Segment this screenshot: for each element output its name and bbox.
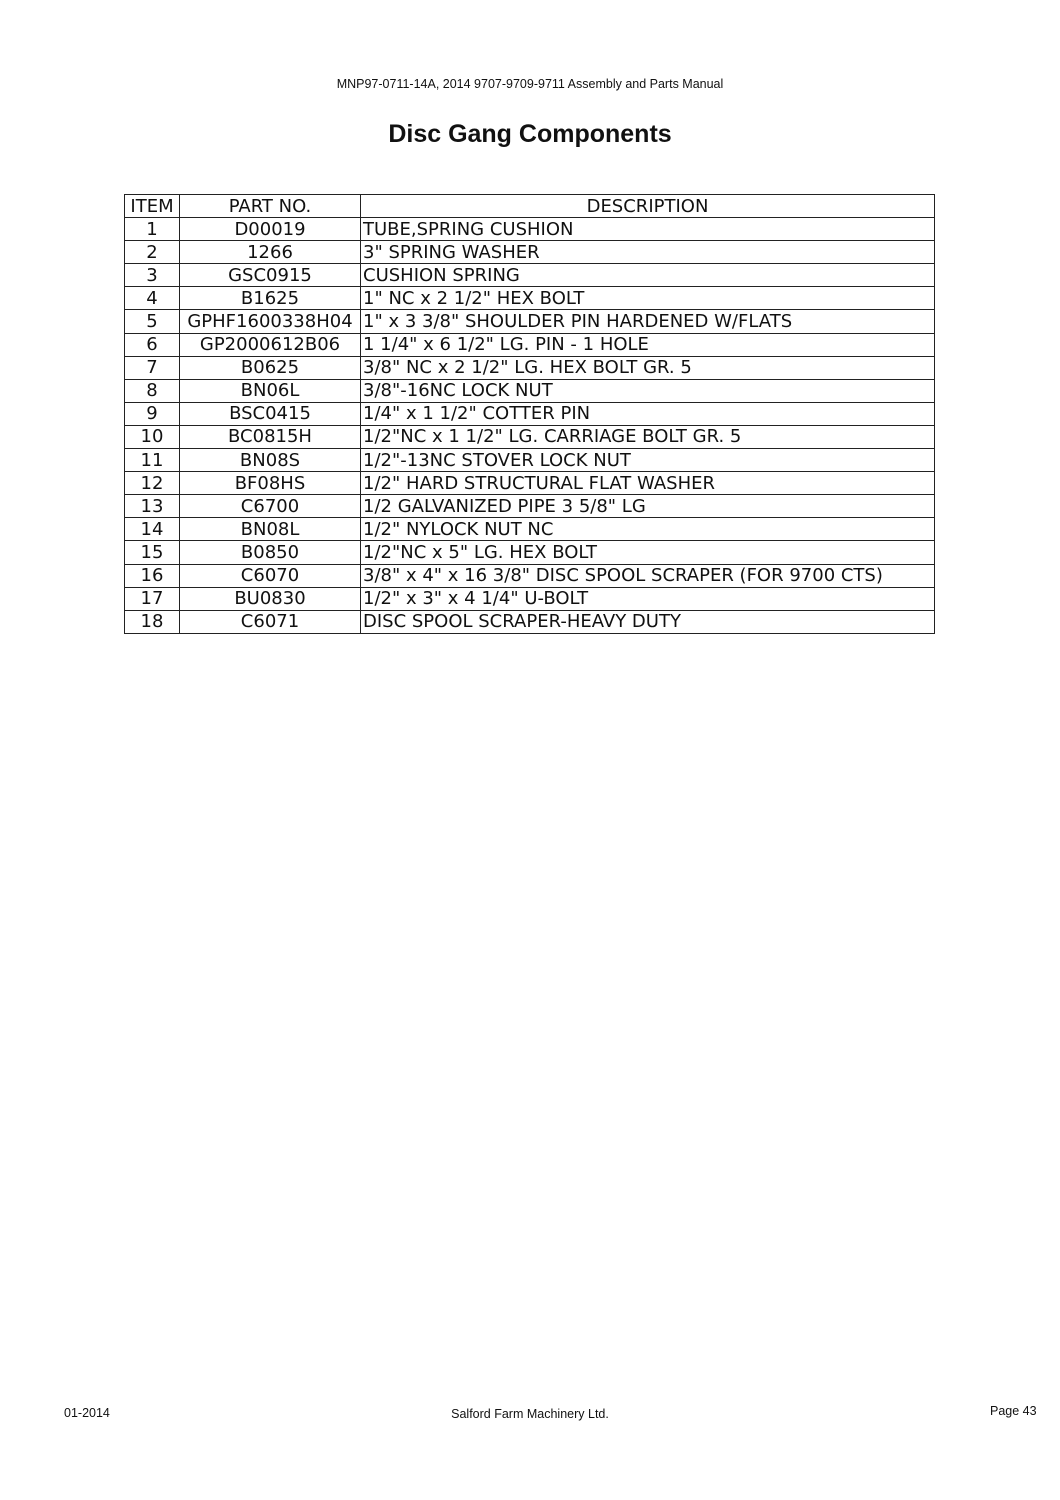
- item-cell: 9: [125, 402, 180, 425]
- part-no-cell: GPHF1600338H04: [180, 310, 361, 333]
- table-row: [125, 310, 935, 333]
- item-cell: 8: [125, 379, 180, 402]
- part-no-cell: B0850: [180, 541, 361, 564]
- description-cell: 3" SPRING WASHER: [361, 241, 935, 264]
- table-row: [125, 495, 935, 518]
- item-cell: 16: [125, 564, 180, 587]
- description-cell: CUSHION SPRING: [361, 264, 935, 287]
- description-cell: 1" NC x 2 1/2" HEX BOLT: [361, 287, 935, 310]
- description-cell: 3/8" NC x 2 1/2" LG. HEX BOLT GR. 5: [361, 356, 935, 379]
- table-row: [125, 379, 935, 402]
- description-cell: 1 1/4" x 6 1/2" LG. PIN - 1 HOLE: [361, 333, 935, 356]
- table-row: [125, 333, 935, 356]
- table-row: [125, 425, 935, 448]
- description-cell: 1/2"-13NC STOVER LOCK NUT: [361, 449, 935, 472]
- table-row: [125, 587, 935, 610]
- part-no-cell: BN08S: [180, 449, 361, 472]
- description-cell: 1/2" NYLOCK NUT NC: [361, 518, 935, 541]
- part-no-cell: C6700: [180, 495, 361, 518]
- item-cell: 11: [125, 449, 180, 472]
- description-cell: 3/8" x 4" x 16 3/8" DISC SPOOL SCRAPER (FOR 9700 CTS): [361, 564, 935, 587]
- description-cell: 1/2" x 3" x 4 1/4" U-BOLT: [361, 587, 935, 610]
- parts-table-body: [125, 218, 935, 634]
- part-no-cell: BF08HS: [180, 472, 361, 495]
- page-title: Disc Gang Components: [388, 120, 672, 148]
- table-row: [125, 610, 935, 633]
- item-cell: 7: [125, 356, 180, 379]
- table-row: [125, 564, 935, 587]
- item-cell: 5: [125, 310, 180, 333]
- table-row: [125, 264, 935, 287]
- footer-date: 01-2014: [64, 1406, 110, 1420]
- item-cell: 13: [125, 495, 180, 518]
- item-cell: 1: [125, 218, 180, 241]
- description-cell: 1/2"NC x 1 1/2" LG. CARRIAGE BOLT GR. 5: [361, 425, 935, 448]
- part-no-cell: 1266: [180, 241, 361, 264]
- part-no-cell: C6071: [180, 610, 361, 633]
- description-cell: 1" x 3 3/8" SHOULDER PIN HARDENED W/FLATS: [361, 310, 935, 333]
- part-no-cell: B1625: [180, 287, 361, 310]
- description-cell: 3/8"-16NC LOCK NUT: [361, 379, 935, 402]
- item-cell: 6: [125, 333, 180, 356]
- item-cell: 18: [125, 610, 180, 633]
- table-row: [125, 287, 935, 310]
- part-no-cell: GSC0915: [180, 264, 361, 287]
- parts-table: [124, 194, 935, 634]
- footer-page-number: Page 43: [990, 1404, 1037, 1418]
- table-row: [125, 356, 935, 379]
- item-cell: 12: [125, 472, 180, 495]
- item-cell: 2: [125, 241, 180, 264]
- item-cell: 15: [125, 541, 180, 564]
- description-cell: 1/2" HARD STRUCTURAL FLAT WASHER: [361, 472, 935, 495]
- description-cell: 1/2 GALVANIZED PIPE 3 5/8" LG: [361, 495, 935, 518]
- table-row: [125, 449, 935, 472]
- description-cell: TUBE,SPRING CUSHION: [361, 218, 935, 241]
- column-header-description: DESCRIPTION: [361, 195, 935, 218]
- description-cell: DISC SPOOL SCRAPER-HEAVY DUTY: [361, 610, 935, 633]
- column-header-part-no: PART NO.: [180, 195, 361, 218]
- description-cell: 1/2"NC x 5" LG. HEX BOLT: [361, 541, 935, 564]
- item-cell: 4: [125, 287, 180, 310]
- table-row: [125, 472, 935, 495]
- description-cell: 1/4" x 1 1/2" COTTER PIN: [361, 402, 935, 425]
- part-no-cell: BSC0415: [180, 402, 361, 425]
- column-header-item: ITEM: [125, 195, 180, 218]
- item-cell: 17: [125, 587, 180, 610]
- manual-header: MNP97-0711-14A, 2014 9707-9709-9711 Assembly and Parts Manual: [336, 77, 724, 91]
- item-cell: 10: [125, 425, 180, 448]
- table-row: [125, 518, 935, 541]
- item-cell: 14: [125, 518, 180, 541]
- part-no-cell: GP2000612B06: [180, 333, 361, 356]
- part-no-cell: D00019: [180, 218, 361, 241]
- footer-company: Salford Farm Machinery Ltd.: [451, 1407, 609, 1421]
- table-row: [125, 241, 935, 264]
- part-no-cell: B0625: [180, 356, 361, 379]
- table-row: [125, 218, 935, 241]
- part-no-cell: BU0830: [180, 587, 361, 610]
- table-row: [125, 541, 935, 564]
- part-no-cell: BN06L: [180, 379, 361, 402]
- item-cell: 3: [125, 264, 180, 287]
- part-no-cell: BN08L: [180, 518, 361, 541]
- part-no-cell: BC0815H: [180, 425, 361, 448]
- part-no-cell: C6070: [180, 564, 361, 587]
- table-row: [125, 402, 935, 425]
- table-header-row: [125, 195, 935, 218]
